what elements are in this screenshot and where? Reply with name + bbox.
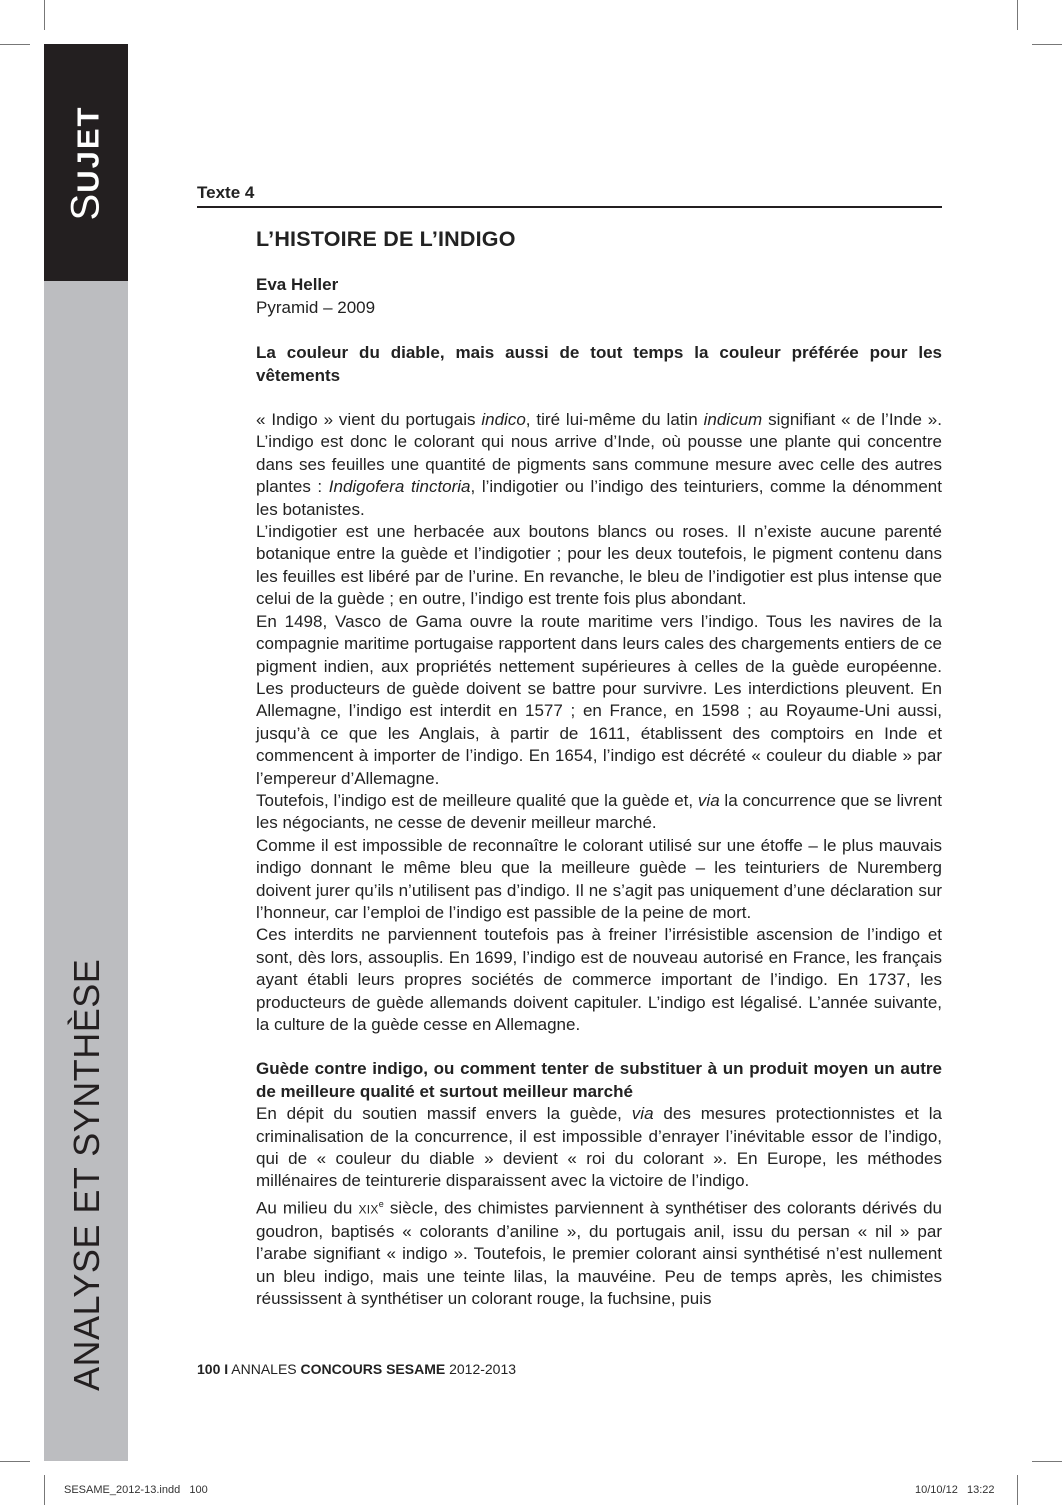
paragraph: L’indigotier est une herbacée aux boutons blancs ou roses. Il n’existe aucune parenté botanique entre la guède et l’indigotier ; pour les deux toutefois, le pigment contenu dans les feuilles est libéré par de l’urine. En revanche, le bleu de l’indigotier est plus intense que celui de la guède ; en outre, l’indigo est trente fois plus abondant. xyxy=(256,522,942,609)
article-subheading: Guède contre indigo, ou comment tenter de substituer à un produit moyen un autre de meilleure qualité et surtout meilleur marché xyxy=(256,1059,942,1101)
crop-mark xyxy=(1032,1461,1062,1462)
section-tab-label: SUJET xyxy=(63,105,108,220)
paragraph: En 1498, Vasco de Gama ouvre la route maritime vers l’indigo. Tous les navires de la compagnie maritime portugaise rapportent dans leurs cales des chargements entiers de ce pigment indien, aux propriétés nettement supérieures à celles de la guède européenne. Les producteurs de guède doivent se battre pour survivre. Les interdictions pleuvent. En Allemagne, l’indigo est interdit en 1577 ; en France, en 1598 ; au Royaume-Uni aussi, jusqu’à ce que les Anglais, à partir de 1611, établissent des comptoirs en Inde et commencent à importer de l’indigo. En 1654, l’indigo est décrété « couleur du diable » par l’empereur d’Allemagne. xyxy=(256,611,942,788)
paragraph: « Indigo » vient du portugais indico, tiré lui-même du latin indicum signifiant « de l’Inde ». L’indigo est donc le colorant qui nous arrive d’Inde, où pousse une plante qui concentre dans ses feuilles une quantité de pigments sans commune mesure avec celle des autres plantes : Indigofera tinctoria, l’indigotier ou l’indigo des teinturiers, comme la dénomment les botanistes. xyxy=(256,410,942,519)
paragraph: Ces interdits ne parviennent toutefois pas à freiner l’irrésistible ascension de l’indigo et sont, dès lors, assouplis. En 1699, l’indigo est de nouveau autorisé en France, les français ayant établi leurs propres sociétés de commerce important de l’indigo. En 1737, les producteurs de guède allemands doivent capituler. L’indigo est légalisé. L’année suivante, la culture de la guède cesse en Allemagne. xyxy=(256,925,942,1034)
print-slug-file: SESAME_2012-13.indd 100 xyxy=(64,1484,208,1496)
section-tab-sujet xyxy=(44,44,128,281)
footer-concours: CONCOURS SESAME xyxy=(300,1361,446,1377)
header-rule xyxy=(197,206,942,208)
print-slug-datetime: 10/10/12 13:22 xyxy=(915,1484,995,1496)
crop-mark xyxy=(1032,44,1062,45)
article-author: Eva Heller xyxy=(256,275,339,295)
article-source: Pyramid – 2009 xyxy=(256,297,376,317)
paragraph: Toutefois, l’indigo est de meilleure qualité que la guède et, via la concurrence que se livrent les négociants, ne cesse de devenir meilleur marché. xyxy=(256,790,943,833)
paragraph: Au milieu du XIXe siècle, des chimistes parviennent à synthétiser des colorants dérivés du goudron, baptisés « colorants d’aniline », du portugais anil, issu du persan « nil » par l’arabe signifiant « indigo ». Toutefois, le premier colorant ainsi synthétisé n’est nullement un bleu indigo, mais une teinte lilas, la mauvéine. Peu de temps après, les chimistes réussissent à synthétiser un colorant rouge, la fuchsine, puis xyxy=(256,1198,942,1309)
paragraph: En dépit du soutien massif envers la guède, via des mesures protectionnistes et la criminalisation de la concurrence, il est impossible d’enrayer l’inévitable essor de l’indigo, qui de « couleur du diable » devient « roi du colorant ». En Europe, les méthodes millénaires de teinturerie disparaissent avec la victoire de l’indigo. xyxy=(256,1104,942,1191)
crop-mark xyxy=(44,0,45,30)
article-lead: La couleur du diable, mais aussi de tout temps la couleur préférée pour les vêtements xyxy=(256,343,942,385)
footer-annales: ANNALES xyxy=(231,1361,297,1377)
crop-mark xyxy=(1017,0,1018,30)
page-footer xyxy=(197,1361,516,1377)
footer-years: 2012-2013 xyxy=(449,1361,517,1377)
text-number-label: Texte 4 xyxy=(197,183,255,202)
article-title: L’HISTOIRE DE L’INDIGO xyxy=(256,227,516,251)
crop-mark xyxy=(0,44,30,45)
page-number: 100 I xyxy=(197,1361,229,1377)
crop-mark xyxy=(0,1461,30,1462)
section-tab-analyse xyxy=(44,281,128,1461)
crop-mark xyxy=(1017,1475,1018,1505)
paragraph: Comme il est impossible de reconnaître le colorant utilisé sur une étoffe – le plus mauvais indigo donnant le même bleu que la meilleure guède – les teinturiers de Nuremberg doivent jurer qu’ils n’utilisent pas d’indigo. Il ne s’agit pas uniquement d’une déclaration sur l’honneur, car l’emploi de l’indigo est passible de la peine de mort. xyxy=(256,835,942,922)
crop-mark xyxy=(44,1475,45,1505)
chapter-label: ANALYSE ET SYNTHÈSE xyxy=(66,958,107,1391)
article xyxy=(256,228,942,1311)
